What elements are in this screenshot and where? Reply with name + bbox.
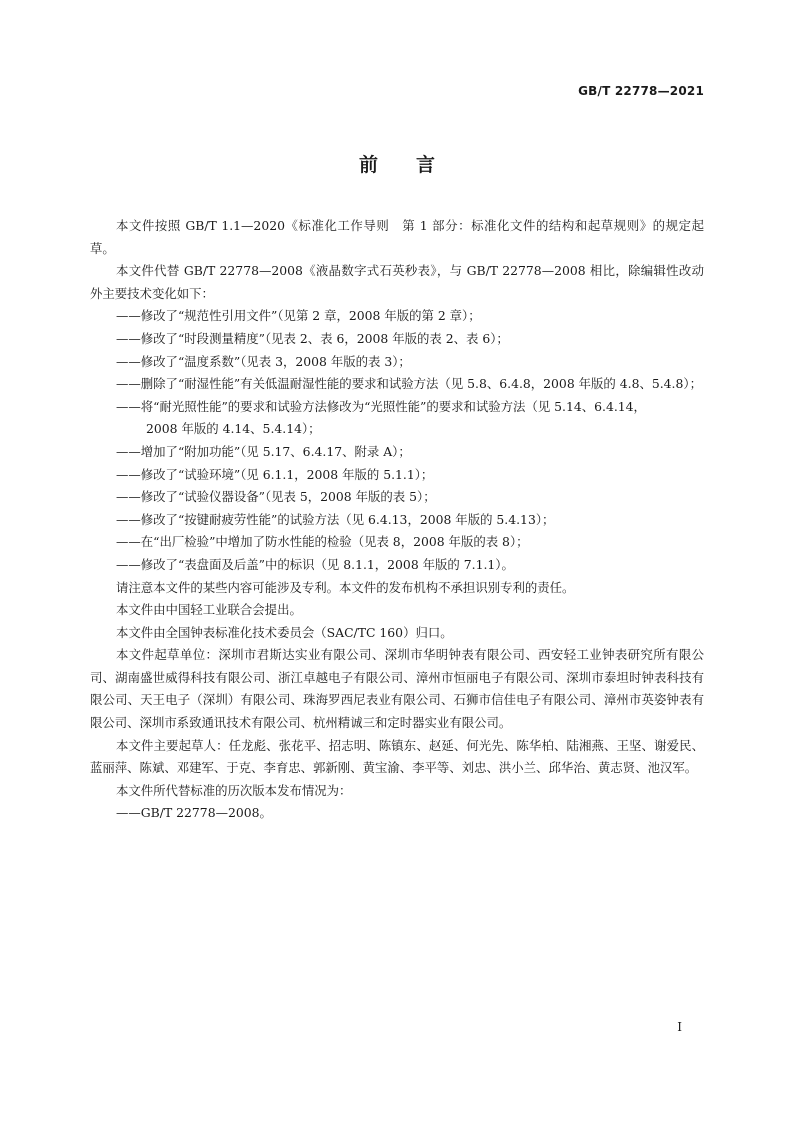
change-item: ——删除了“耐湿性能”有关低温耐湿性能的要求和试验方法（见 5.8、6.4.8，2008 年版的 4.8、5.4.8）； [116,376,702,392]
page-number: I [677,1020,682,1034]
document-body [90,215,704,825]
drafting-units: 本文件起草单位：深圳市君斯达实业有限公司、深圳市华明钟表有限公司、西安轻工业钟表研究所有限公司、湖南盛世威得科技有限公司、浙江卓越电子有限公司、漳州市恒丽电子有限公司、深圳市泰坦时钟表科技有限公司、天王电子（深圳）有限公司、珠海罗西尼表业有限公司、石狮市信佳电子有限公司、漳州市英姿钟表有限公司、深圳市系致通讯技术有限公司、杭州精诚三和定时器实业有限公司。 [90,647,704,731]
change-item: ——增加了“附加功能”（见 5.17、6.4.17、附录 A）； [116,443,411,459]
change-item: ——修改了“按键耐疲劳性能”的试验方法（见 6.4.13，2008 年版的 5.4.13）； [116,511,555,527]
standard-code: GB/T 22778—2021 [578,84,704,98]
change-item: ——修改了“试验环境”（见 6.1.1，2008 年版的 5.1.1）； [116,466,434,482]
drafters: 本文件主要起草人：任龙彪、张花平、招志明、陈镇东、赵延、何光先、陈华柏、陆湘燕、王坚、谢爱民、蓝丽萍、陈斌、邓建军、于克、李育忠、郭新刚、黄宝渝、李平等、刘忠、洪小兰、邱华治、黄志贤、池汉军。 [90,737,704,776]
paragraph: 本文件由中国轻工业联合会提出。 [116,602,302,618]
paragraph: 本文件所代替标准的历次版本发布情况为： [116,782,352,798]
change-item [90,396,704,441]
change-item-text: ——将“耐光照性能”的要求和试验方法修改为“光照性能”的要求和试验方法（见 5.14、6.4.14， [116,398,646,414]
paragraph: 请注意本文件的某些内容可能涉及专利。本文件的发布机构不承担识别专利的责任。 [116,579,575,595]
change-item: ——修改了“试验仪器设备”（见表 5，2008 年版的表 5）； [116,489,436,505]
page-title: 前言 [358,154,473,176]
paragraph: 本文件按照 GB/T 1.1—2020《标准化工作导则 第 1 部分：标准化文件的结构和起草规则》的规定起草。 [90,218,704,256]
change-item: ——修改了“表盘面及后盖”中的标识（见 8.1.1，2008 年版的 7.1.1）。 [116,556,514,572]
change-item: ——修改了“温度系数”（见表 3，2008 年版的表 3）； [116,353,411,369]
paragraph: 本文件由全国钟表标准化技术委员会（SAC/TC 160）归口。 [116,624,453,640]
paragraph: 本文件代替 GB/T 22778—2008《液晶数字式石英秒表》，与 GB/T 22778—2008 相比，除编辑性改动外主要技术变化如下： [90,263,704,301]
change-item: ——修改了“规范性引用文件”（见第 2 章，2008 年版的第 2 章）； [116,308,481,324]
history-item: ——GB/T 22778—2008。 [116,805,272,821]
change-item-continuation: 2008 年版的 4.14、5.4.14）； [146,421,321,437]
change-item: ——在“出厂检验”中增加了防水性能的检验（见表 8，2008 年版的表 8）； [116,534,529,550]
change-item: ——修改了“时段测量精度”（见表 2、表 6，2008 年版的表 2、表 6）； [116,330,509,346]
